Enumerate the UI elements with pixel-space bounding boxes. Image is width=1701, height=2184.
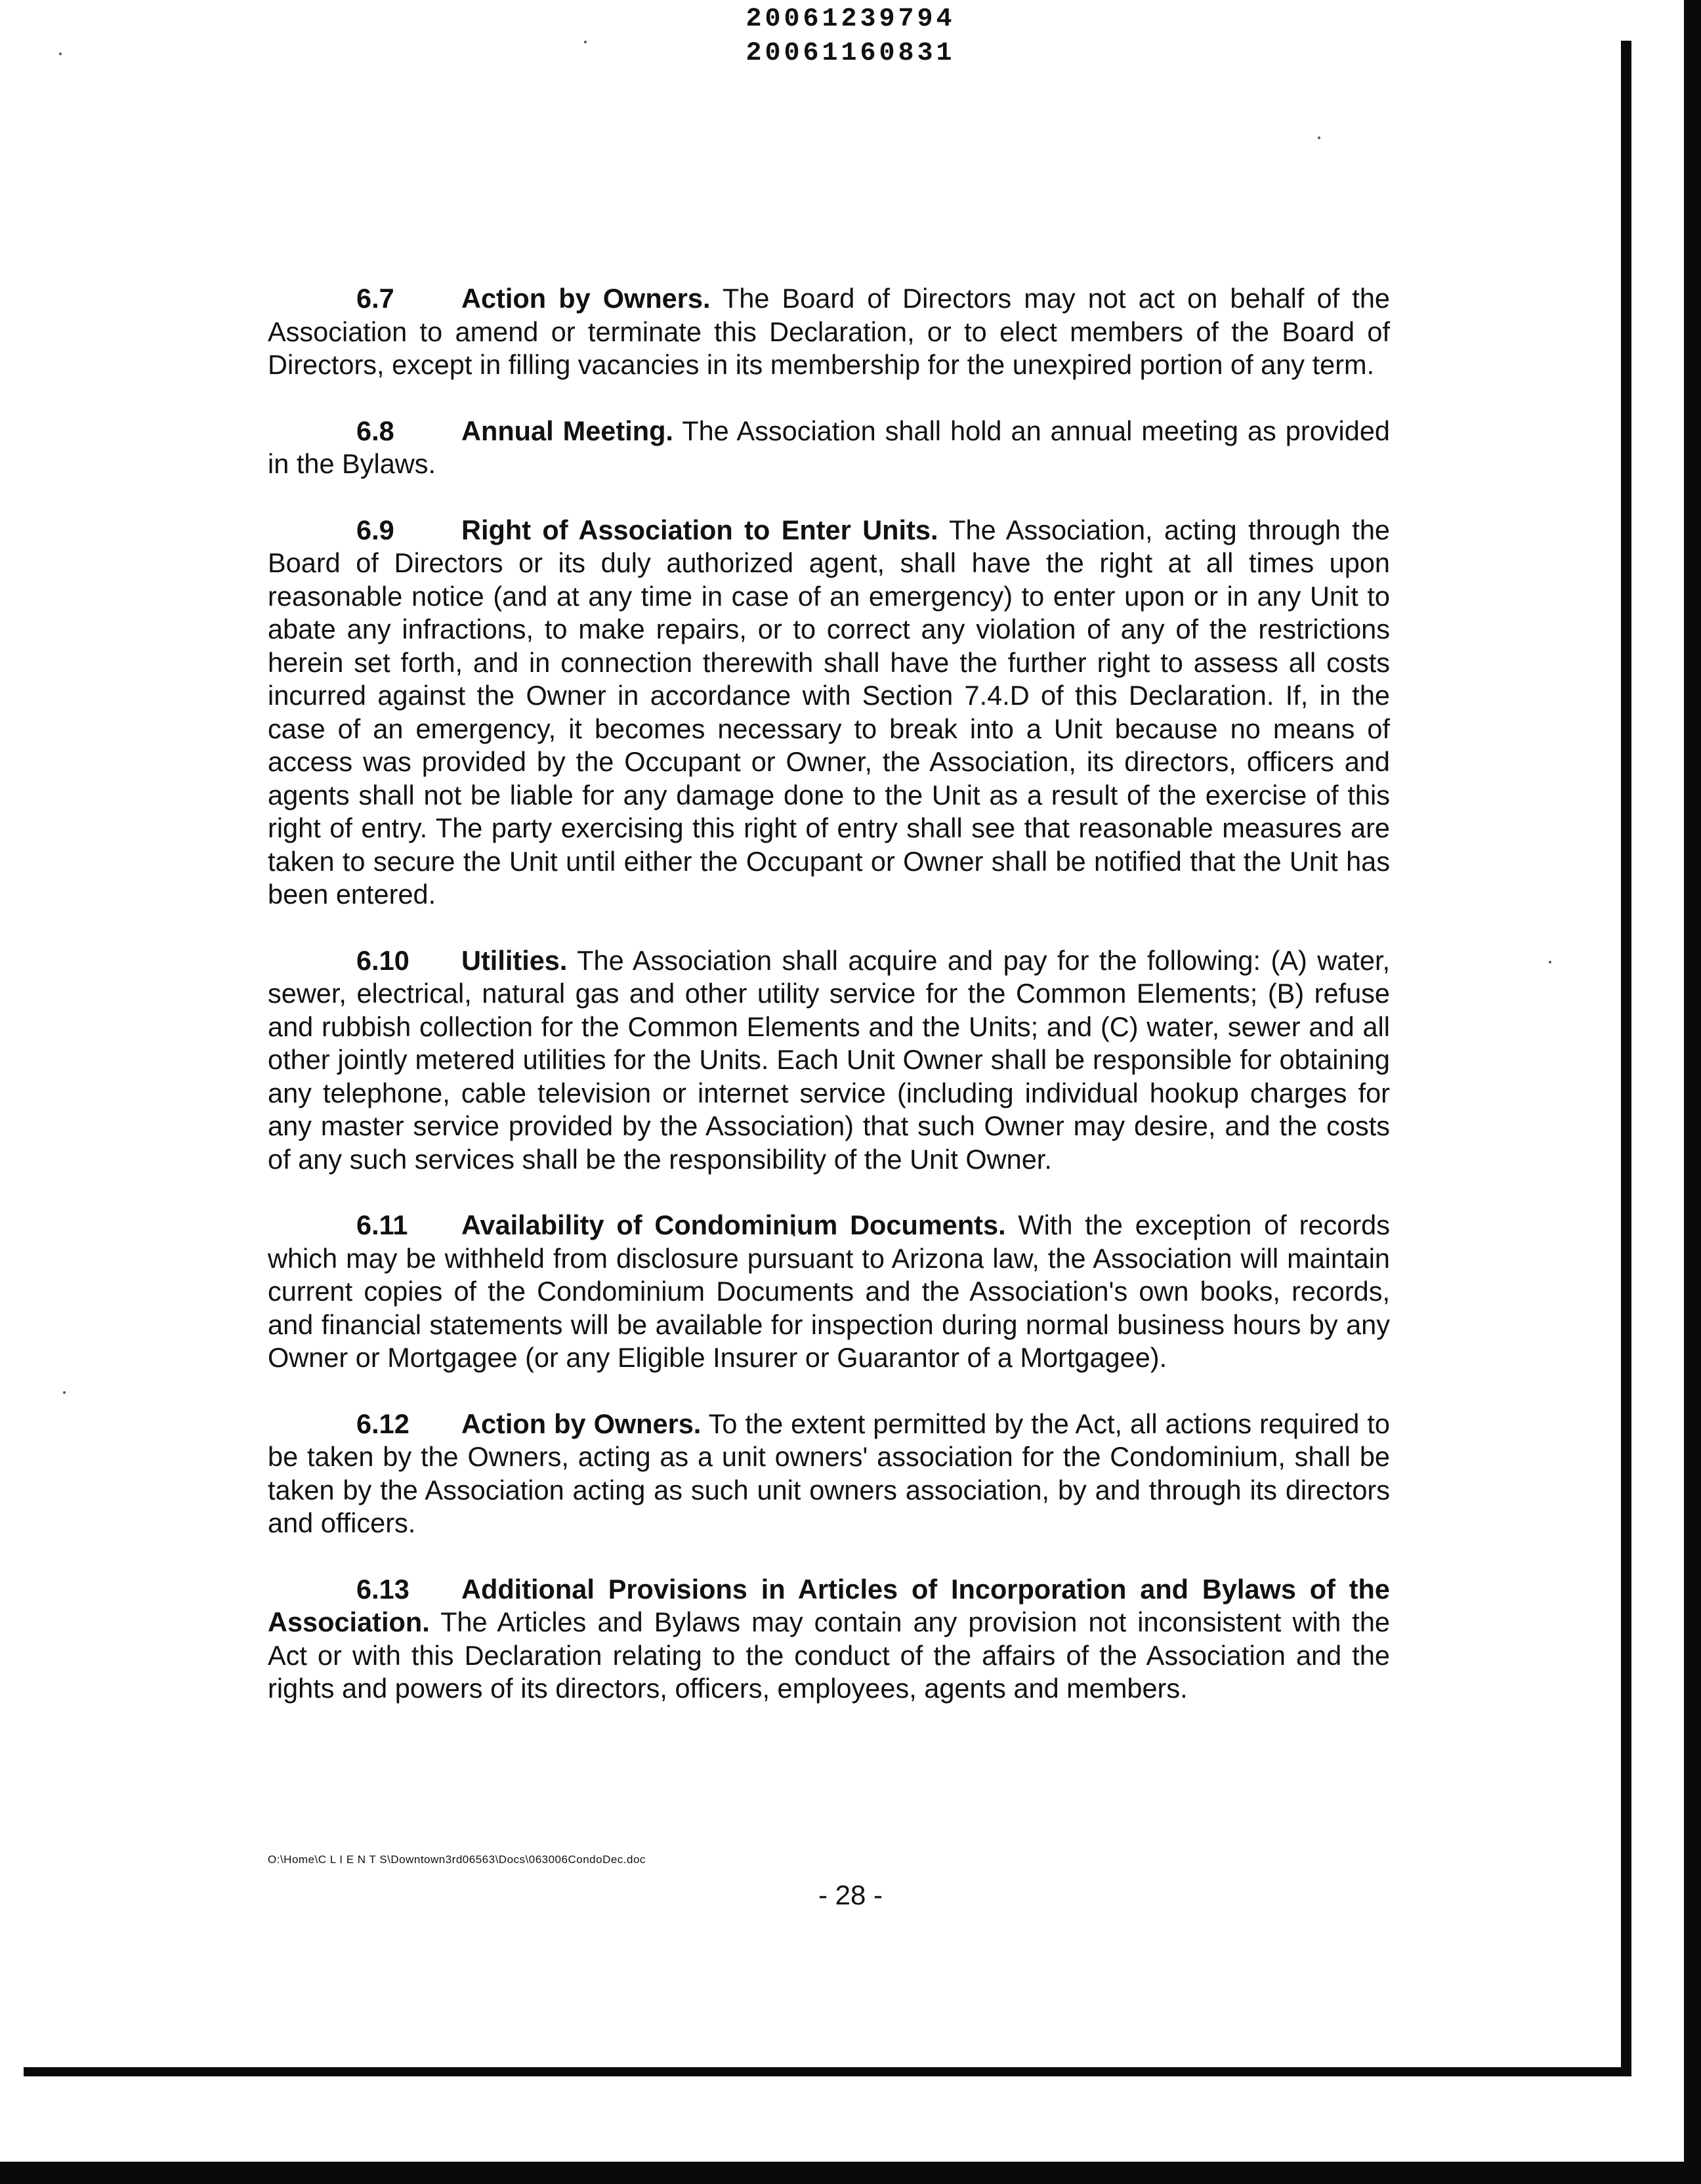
scan-speck: [584, 41, 587, 43]
document-body: [268, 282, 1390, 1738]
footer-file-path: O:\Home\C L I E N T S\Downtown3rd06563\Docs\063006CondoDec.doc: [268, 1853, 646, 1866]
section-text: With the exception of records which may be withheld from disclosure pursuant to Arizona law, the Association will maintain current copies of the Condominium Documents and the Association's own books, records, and financial statements will be available for inspection during normal business hours by any Owner or Mortgagee (or any Eligible Insurer or Guarantor of a Mortgagee).: [268, 1209, 1390, 1373]
section-number: 6.13: [356, 1573, 410, 1605]
scan-edge-bottom: [0, 2162, 1701, 2184]
scan-speck: [59, 52, 62, 55]
section-6-7: [268, 282, 1390, 382]
section-number: 6.8: [356, 415, 394, 446]
section-6-10: [268, 944, 1390, 1177]
section-text: To the extent permitted by the Act, all actions required to be taken by the Owners, acting as a unit owners' association for the Condominium, shall be taken by the Association acting as such unit owners association, by and through its directors and officers.: [268, 1408, 1391, 1538]
page-number: - 28 -: [818, 1880, 883, 1910]
section-title: Action by Owners.: [461, 283, 711, 314]
section-number: 6.12: [356, 1408, 410, 1439]
section-6-11: [268, 1209, 1390, 1375]
section-title: Right of Association to Enter Units.: [461, 514, 938, 545]
section-number: 6.11: [356, 1209, 408, 1240]
section-title: Additional Provisions in Articles of Incorporation and Bylaws of the Association.: [268, 1573, 1390, 1637]
section-title: Availability of Condominium Documents.: [461, 1209, 1006, 1240]
scan-border-bottom: [24, 2067, 1631, 2076]
section-title: Annual Meeting.: [461, 415, 673, 446]
section-title: Utilities.: [461, 944, 568, 976]
section-text: The Association shall hold an annual meeting as provided in the Bylaws.: [268, 415, 1390, 479]
scan-border-right: [1621, 41, 1631, 2076]
section-number: 6.7: [356, 283, 394, 314]
section-text: The Board of Directors may not act on behalf of the Association to amend or terminate this Declaration, or to elect members of the Board of Directors, except in filling vacancies in its membership for the unexpired portion of any term.: [268, 283, 1390, 380]
section-6-8: [268, 415, 1390, 481]
recording-number-1: 20061239794: [746, 5, 956, 34]
scan-speck: [63, 1391, 66, 1394]
section-6-9: [268, 514, 1390, 912]
section-text: The Association shall acquire and pay for the following: (A) water, sewer, electrical, natural gas and other utility service for the Common Elements; (B) refuse and rubbish collection for the Common Elements and the Units; and (C) water, sewer and all other jointly metered utilities for the Units. Each Unit Owner shall be responsible for obtaining any telephone, cable television or internet service (including individual hookup charges for any master service provided by the Association) that such Owner may desire, and the costs of any such services shall be the responsibility of the Unit Owner.: [268, 944, 1391, 1175]
section-6-13: [268, 1573, 1390, 1706]
section-number: 6.9: [356, 514, 394, 545]
scan-speck: [1318, 136, 1320, 139]
section-6-12: [268, 1408, 1390, 1540]
scan-speck: [1549, 961, 1551, 963]
section-number: 6.10: [356, 944, 410, 976]
section-text: The Articles and Bylaws may contain any provision not inconsistent with the Act or with this Declaration relating to the conduct of the affairs of the Association and the rights and powers of its directors, officers, employees, agents and members.: [268, 1606, 1391, 1704]
scan-edge-right: [1684, 0, 1701, 2184]
recording-numbers: [0, 3, 1701, 71]
section-text: The Association, acting through the Board of Directors or its duly authorized agent, shall have the right at all times upon reasonable notice (and at any time in case of an emergency) to enter upon or in any Unit to abate any infractions, to make repairs, or to correct any violation of any of the restrictions herein set forth, and in connection therewith shall have the further right to assess all costs incurred against the Owner in accordance with Section 7.4.D of this Declaration. If, in the case of an emergency, it becomes necessary to break into a Unit because no means of access was provided by the Occupant or Owner, the Association, its directors, officers and agents shall not be liable for any damage done to the Unit as a result of the exercise of this right of entry. The party exercising this right of entry shall see that reasonable measures are taken to secure the Unit until either the Occupant or Owner shall be notified that the Unit has been entered.: [268, 514, 1390, 910]
recording-number-2: 20061160831: [746, 39, 956, 68]
section-title: Action by Owners.: [461, 1408, 702, 1439]
